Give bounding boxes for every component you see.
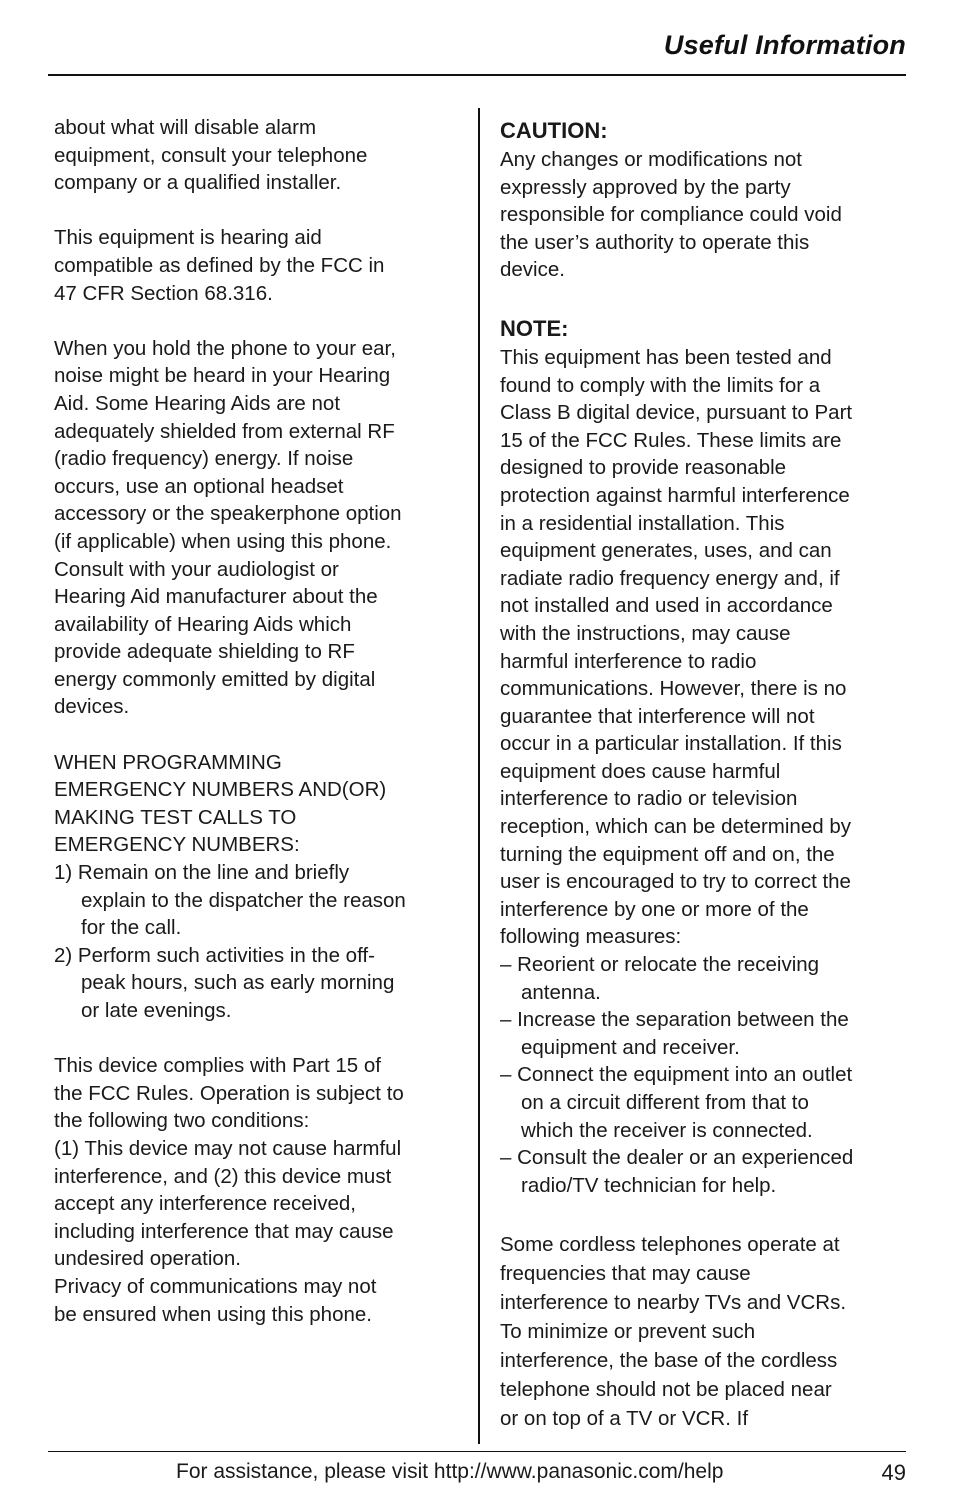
text-line: EMERGENCY NUMBERS AND(OR)	[54, 778, 387, 802]
text-line: interference by one or more of the	[500, 897, 809, 921]
paragraph-gap	[54, 721, 464, 749]
text-line: equipment generates, uses, and can	[500, 539, 832, 563]
text-line: radiate radio frequency energy and, if	[500, 566, 840, 590]
text-line: MAKING TEST CALLS TO	[54, 805, 297, 829]
text-line: the FCC Rules. Operation is subject to	[54, 1081, 404, 1105]
header-divider	[48, 74, 906, 76]
page-header-title: Useful Information	[663, 30, 906, 60]
text-line: for the call.	[81, 916, 182, 940]
emergency-item-1	[54, 859, 464, 942]
text-line: This device complies with Part 15 of	[54, 1054, 381, 1078]
text-line: on a circuit different from that to	[521, 1091, 809, 1114]
text-line: peak hours, such as early morning	[81, 971, 395, 995]
text-line: Any changes or modifications not	[500, 148, 802, 171]
fcc-part15-paragraph	[54, 1052, 464, 1328]
text-line: 2) Perform such activities in the off-	[54, 943, 375, 967]
text-line: 47 CFR Section 68.316.	[54, 281, 273, 305]
right-column	[500, 114, 912, 1433]
text-line: radio/TV technician for help.	[521, 1173, 777, 1197]
text-line: energy commonly emitted by digital	[54, 667, 376, 691]
text-line: WHEN PROGRAMMING	[54, 750, 282, 774]
note-paragraph	[500, 344, 912, 951]
text-line: availability of Hearing Aids which	[54, 612, 352, 636]
page-footer	[0, 1460, 954, 1488]
text-line: designed to provide reasonable	[500, 456, 787, 480]
text-line: occurs, use an optional headset	[54, 474, 344, 498]
text-line: adequately shielded from external RF	[54, 419, 395, 443]
text-line: communications. However, there is no	[500, 677, 847, 701]
text-line: undesired operation.	[54, 1247, 241, 1271]
text-line: provide adequate shielding to RF	[54, 640, 355, 664]
text-line: not installed and used in accordance	[500, 594, 833, 618]
text-line: interference, and (2) this device must	[54, 1164, 392, 1188]
text-line: equipment, consult your telephone	[54, 143, 368, 167]
text-line: To minimize or prevent such	[500, 1320, 756, 1344]
text-line: guarantee that interference will not	[500, 704, 815, 728]
text-line: occur in a particular installation. If this	[500, 732, 842, 756]
text-line: 1) Remain on the line and briefly	[54, 861, 350, 885]
text-line: Aid. Some Hearing Aids are not	[54, 391, 341, 415]
text-line: interference to radio or television	[500, 787, 798, 811]
paragraph-gap	[500, 284, 912, 312]
text-line: 15 of the FCC Rules. These limits are	[500, 428, 842, 452]
text-line: frequencies that may cause	[500, 1262, 751, 1286]
text-line: Some cordless telephones operate at	[500, 1233, 840, 1257]
text-line: reception, which can be determined by	[500, 815, 851, 839]
text-line: Class B digital device, pursuant to Part	[500, 401, 853, 425]
text-line: or on top of a TV or VCR. If	[500, 1407, 749, 1431]
text-line: the following two conditions:	[54, 1109, 310, 1133]
text-line: following measures:	[500, 925, 682, 949]
left-column	[54, 114, 464, 1328]
measure-item	[500, 1061, 912, 1144]
text-line: turning the equipment off and on, the	[500, 842, 835, 866]
text-line: noise might be heard in your Hearing	[54, 364, 391, 388]
text-line: expressly approved by the party	[500, 175, 791, 199]
text-line: which the receiver is connected.	[521, 1118, 813, 1142]
text-line: interference to nearby TVs and VCRs.	[500, 1291, 847, 1315]
footer-divider	[48, 1451, 906, 1452]
text-line: EMERGENCY NUMBERS:	[54, 833, 300, 857]
text-line: This equipment has been tested and	[500, 345, 832, 369]
text-line: responsible for compliance could void	[500, 203, 842, 227]
text-line: – Increase the separation between the	[500, 1008, 849, 1032]
emergency-numbers-paragraph	[54, 749, 464, 859]
text-line: (if applicable) when using this phone.	[54, 529, 392, 553]
text-line: harmful interference to radio	[500, 649, 757, 673]
text-line: with the instructions, may cause	[500, 621, 791, 645]
caution-heading: CAUTION:	[500, 118, 608, 143]
measure-item	[500, 1006, 912, 1061]
text-line: the user’s authority to operate this	[500, 230, 810, 254]
text-line: company or a qualified installer.	[54, 171, 342, 195]
text-line: about what will disable alarm	[54, 116, 317, 139]
alarm-equipment-paragraph	[54, 114, 464, 197]
text-line: (1) This device may not cause harmful	[54, 1136, 402, 1160]
hearing-aid-compatible-paragraph	[54, 224, 464, 307]
text-line: interference, the base of the cordless	[500, 1349, 838, 1373]
note-heading: NOTE:	[500, 315, 569, 341]
text-line: – Reorient or relocate the receiving	[500, 953, 820, 977]
text-line: in a residential installation. This	[500, 511, 785, 535]
text-line: Consult with your audiologist or	[54, 557, 339, 581]
text-line: device.	[500, 258, 565, 282]
text-line: user is encouraged to try to correct the	[500, 870, 851, 894]
text-line: equipment and receiver.	[521, 1035, 740, 1059]
paragraph-gap	[54, 197, 464, 225]
text-line: accept any interference received,	[54, 1192, 356, 1216]
text-line: explain to the dispatcher the reason	[81, 888, 406, 912]
text-line: – Connect the equipment into an outlet	[500, 1063, 853, 1087]
text-line: including interference that may cause	[54, 1219, 394, 1243]
paragraph-gap	[500, 1199, 912, 1230]
text-line: equipment does cause harmful	[500, 759, 781, 783]
assistance-text: For assistance, please visit http://www.panasonic.com/help	[176, 1460, 724, 1483]
measure-item	[500, 1144, 912, 1199]
text-line: accessory or the speakerphone option	[54, 502, 402, 526]
caution-paragraph	[500, 146, 912, 284]
text-line: compatible as defined by the FCC in	[54, 253, 385, 277]
text-line: telephone should not be placed near	[500, 1378, 832, 1402]
text-line: When you hold the phone to your ear,	[54, 336, 396, 360]
hearing-aid-noise-paragraph	[54, 335, 464, 721]
text-line: or late evenings.	[81, 999, 232, 1022]
emergency-item-2	[54, 942, 464, 1025]
paragraph-gap	[54, 307, 464, 335]
cordless-interference-paragraph	[500, 1230, 912, 1433]
text-line: (radio frequency) energy. If noise	[54, 447, 354, 471]
text-line: found to comply with the limits for a	[500, 373, 821, 397]
text-line: be ensured when using this phone.	[54, 1302, 372, 1326]
text-line: protection against harmful interference	[500, 483, 850, 507]
measure-item	[500, 951, 912, 1006]
text-line: devices.	[54, 695, 130, 719]
text-line: Hearing Aid manufacturer about the	[54, 585, 378, 609]
page-number: 49	[881, 1460, 906, 1485]
text-line: – Consult the dealer or an experienced	[500, 1146, 854, 1170]
paragraph-gap	[54, 1025, 464, 1053]
text-line: antenna.	[521, 980, 601, 1004]
text-line: This equipment is hearing aid	[54, 226, 322, 250]
text-line: Privacy of communications may not	[54, 1274, 377, 1298]
column-divider	[478, 108, 480, 1444]
